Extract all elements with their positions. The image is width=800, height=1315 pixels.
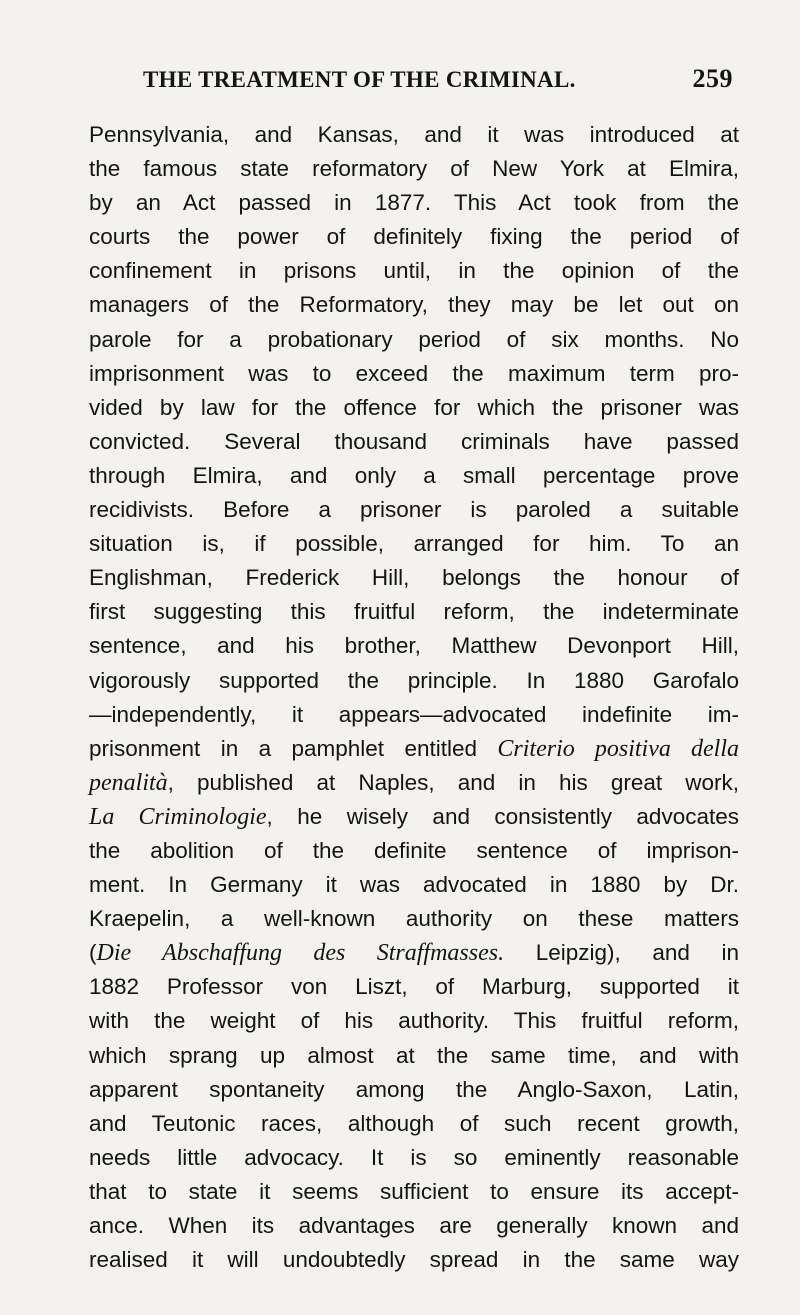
text-run: convicted. Several thousand criminals have passed	[89, 428, 739, 454]
text-line	[89, 834, 739, 868]
text-run: , he wisely and consistently advocates	[266, 803, 739, 829]
text-run: —independently, it appears—advocated indefinite im-	[89, 701, 739, 727]
text-run: managers of the Reformatory, they may be let out on	[89, 292, 739, 318]
text-run: prisonment in a pamphlet entitled	[89, 735, 498, 761]
text-run: Leipzig), and in	[504, 940, 739, 966]
text-run: Englishman, Frederick Hill, belongs the honour of	[89, 565, 739, 591]
text-run: ment. In Germany it was advocated in 1880 by Dr.	[89, 872, 739, 898]
text-line	[89, 1107, 739, 1141]
text-line	[89, 357, 739, 391]
text-line	[89, 186, 739, 220]
text-line	[89, 152, 739, 186]
text-run: and Teutonic races, although of such recent growth,	[89, 1110, 739, 1136]
text-line	[89, 459, 739, 493]
text-run: with the weight of his authority. This fruitful reform,	[89, 1008, 739, 1034]
text-run: needs little advocacy. It is so eminently reasonable	[89, 1144, 739, 1170]
text-line	[89, 561, 739, 595]
text-line	[89, 698, 739, 732]
text-run: Pennsylvania, and Kansas, and it was introduced at	[89, 122, 739, 147]
text-line	[89, 1209, 739, 1243]
text-run: courts the power of definitely fixing the period of	[89, 224, 739, 250]
text-line	[89, 936, 739, 970]
text-line	[89, 800, 739, 834]
text-line	[89, 732, 739, 766]
text-line	[89, 868, 739, 902]
text-line	[89, 118, 739, 152]
text-line	[89, 493, 739, 527]
text-run: apparent spontaneity among the Anglo-Saxon, Latin,	[89, 1076, 739, 1102]
text-line	[89, 254, 739, 288]
italic-title: Criterio positiva della	[497, 735, 739, 762]
text-line	[89, 1073, 739, 1107]
text-run: first suggesting this fruitful reform, the indeterminate	[89, 599, 739, 625]
italic-title: Die Abschaffung des Straffmasses.	[96, 940, 505, 967]
text-run: situation is, if possible, arranged for him. To an	[89, 531, 739, 557]
running-title: THE TREATMENT OF THE CRIMINAL.	[143, 67, 576, 92]
text-run: that to state it seems sufficient to ensure its accept-	[89, 1178, 739, 1204]
text-line	[89, 629, 739, 663]
text-run: by an Act passed in 1877. This Act took from the	[89, 190, 739, 216]
text-run: sentence, and his brother, Matthew Devonport Hill,	[89, 633, 739, 659]
text-line	[89, 902, 739, 936]
italic-title: La Criminologie	[89, 803, 267, 830]
text-run: through Elmira, and only a small percentage prove	[89, 462, 739, 488]
text-run: confinement in prisons until, in the opinion of the	[89, 258, 739, 284]
text-run: ance. When its advantages are generally known and	[89, 1213, 739, 1238]
text-run: recidivists. Before a prisoner is paroled a suitable	[89, 497, 739, 523]
text-run: Kraepelin, a well-known authority on these matters	[89, 906, 739, 932]
text-line	[89, 595, 739, 629]
text-run: the abolition of the definite sentence of imprison-	[89, 837, 739, 863]
text-run: imprisonment was to exceed the maximum term pro-	[89, 360, 739, 386]
text-line	[89, 527, 739, 561]
text-line	[89, 766, 739, 800]
text-run: parole for a probationary period of six months. No	[89, 326, 739, 352]
body-text	[89, 118, 739, 1277]
text-line	[89, 391, 739, 425]
italic-title: penalità	[89, 769, 168, 796]
text-run: (	[89, 940, 97, 966]
page-number: 259	[692, 64, 733, 93]
text-line	[89, 1039, 739, 1073]
text-run: 1882 Professor von Liszt, of Marburg, supported it	[89, 974, 739, 1000]
text-line	[89, 220, 739, 254]
text-run: vigorously supported the principle. In 1880 Garofalo	[89, 667, 739, 693]
text-line	[89, 323, 739, 357]
running-header	[143, 64, 733, 98]
text-line	[89, 1175, 739, 1209]
text-line	[89, 1243, 739, 1277]
text-run: vided by law for the offence for which the prisoner was	[89, 394, 739, 420]
text-run: , published at Naples, and in his great work,	[167, 769, 739, 795]
text-line	[89, 425, 739, 459]
text-line	[89, 288, 739, 322]
text-run: which sprang up almost at the same time, and with	[89, 1042, 739, 1068]
text-line	[89, 664, 739, 698]
text-line	[89, 970, 739, 1004]
text-run: the famous state reformatory of New York at Elmira,	[89, 156, 739, 182]
text-line	[89, 1004, 739, 1038]
text-run: realised it will undoubtedly spread in the same way	[89, 1247, 739, 1273]
text-line	[89, 1141, 739, 1175]
